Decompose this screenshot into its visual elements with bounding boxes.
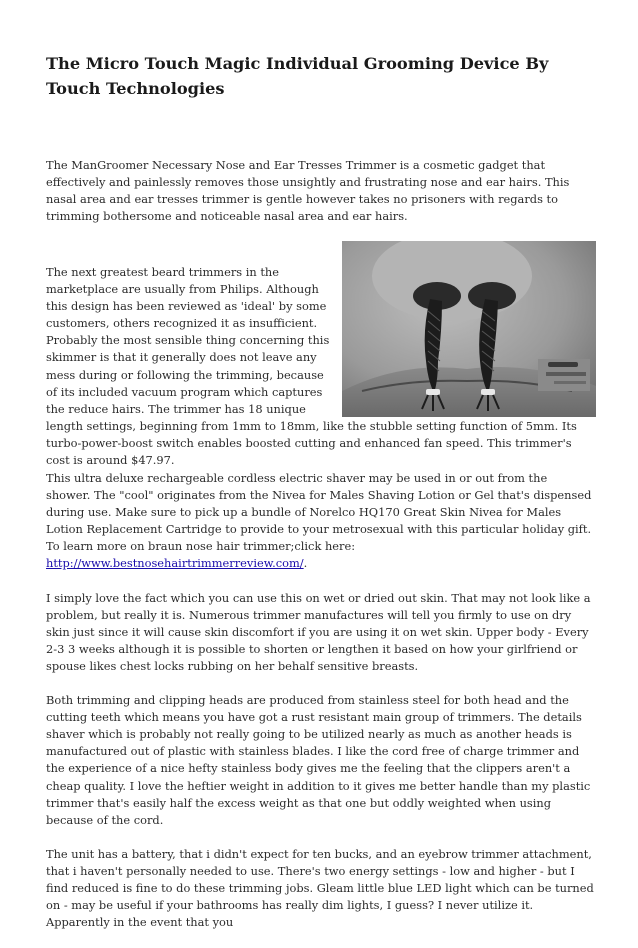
paragraph-1: The ManGroomer Necessary Nose and Ear Tresses Trimmer is a cosmetic gadget that effectively and painlessly removes those unsightly and frustrating nose and ear hairs. This nasal area and ear tresses trimmer is gentle however takes no prisoners with regards to trimming bothersome and noticeable nasal area and ear hairs. [46, 158, 570, 224]
nose-hair-braids-photo [342, 241, 596, 417]
paragraph-6: The unit has a battery, that i didn't expect for ten bucks, and an eyebrow trimmer attachment, that i haven't personally needed to use. There's two energy settings - low and higher - but I find reduced is fine to do these trimming jobs. Gleam little blue LED light which can be turned on - may be useful if your bathrooms has really dim lights, I guess? I never utilize it. Apparently in the event that you [46, 846, 594, 930]
paragraph-3-end: . [303, 556, 308, 571]
paragraph-5: Both trimming and clipping heads are produced from stainless steel for both head and the cutting teeth which means you have got a rust resistant main group of trimmers. The details shaver which is probably not really going to be utilized nearly as much as another heads is manufactured out of plastic with stainless blades. I like the cord free of charge trimmer and the experience of a nice hefty stainless body gives me the feeling that the clippers aren't a cheap quality. I love the heftier weight in addition to it gives me better handle than my plastic trimmer that's easily half the excess weight as that one but oddly weighted when using because of the cord. [46, 693, 591, 827]
paragraph-2: The next greatest beard trimmers in the marketplace are usually from Philips. Although this design has been reviewed as 'ideal' by some customers, others recognized it as insufficient. Probably the most sensible thing concerning this skimmer is that it generally does not leave any mess during or following the trimming, because of its included vacuum program which captures the reduce hairs. The trimmer has 18 unique length settings, beginning from 1mm to 18mm, like the stubble setting function of 5mm. Its turbo-power-boost switch enables boosted cutting and enhanced fan speed. This trimmer's cost is around $47.97. [46, 265, 577, 468]
article-body [46, 470, 594, 948]
paragraph-2-block [46, 264, 594, 469]
page-title: The Micro Touch Magic Individual Grooming Device By Touch Technologies [46, 54, 549, 98]
paragraph-3 [46, 470, 594, 573]
paragraph-4: I simply love the fact which you can use this on wet or dried out skin. That may not look like a problem, but really it is. Numerous trimmer manufactures will tell you firmly to use on dry skin just since it will cause skin discomfort if you are using it on wet skin. Upper body - Every 2-3 3 weeks although it is possible to shorten or lengthen it based on how your girlfriend or spouse likes chest locks rubbing on her behalf sensitive breasts. [46, 590, 591, 673]
review-site-link[interactable]: http://www.bestnosehairtrimmerreview.com/ [46, 556, 304, 571]
paragraph-3-text: This ultra deluxe rechargeable cordless electric shaver may be used in or out from the shower. The "cool" originates from the Nivea for Males Shaving Lotion or Gel that's dispensed during use. Make sure to pick up a bundle of Norelco HQ170 Great Skin Nivea for Males Lotion Replacement Cartridge to provide to your metrosexual with this particular holiday gift. To learn more on braun nose hair trimmer;click here: [46, 471, 592, 554]
article-photo [342, 241, 596, 417]
